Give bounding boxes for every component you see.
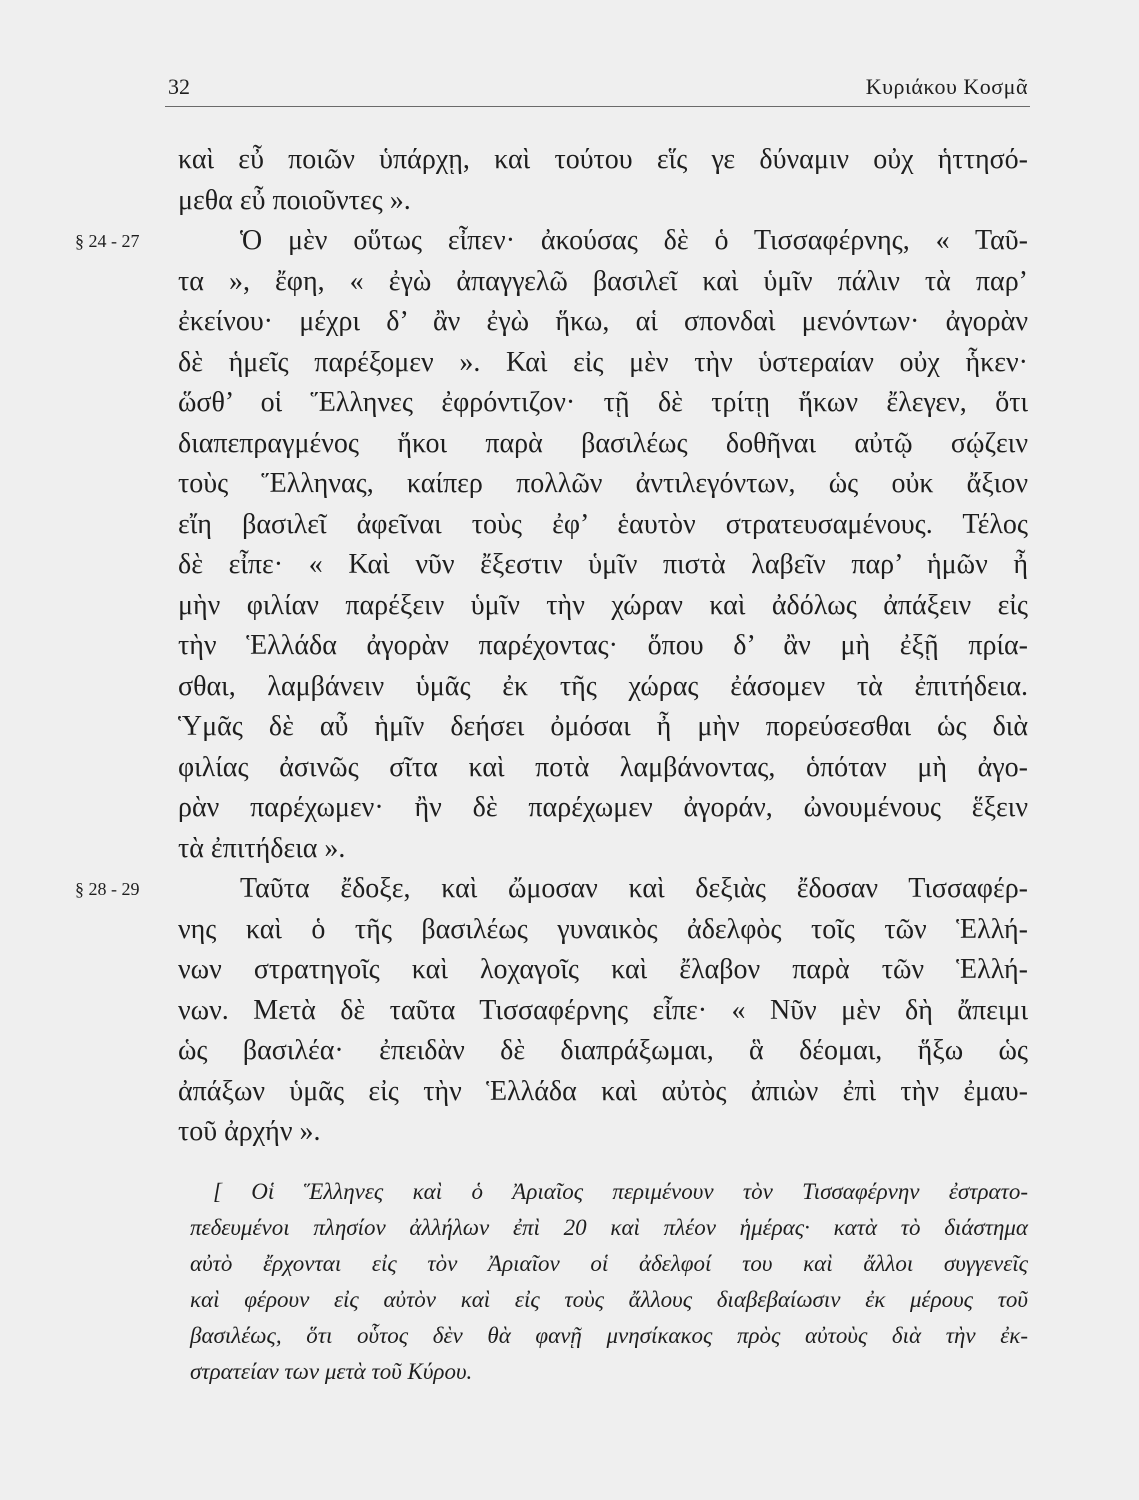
summary-line: αὐτὸ ἔρχονται εἰς τὸν Ἀριαῖον οἱ ἀδελφοί του καὶ ἄλλοι συγγενεῖς bbox=[190, 1251, 1028, 1276]
section-margin-note: § 28 - 29 bbox=[75, 879, 140, 899]
body-text bbox=[75, 140, 1028, 1153]
summary-line: καὶ φέρουν εἰς αὐτὸν καὶ εἰς τοὺς ἄλλους διαβεβαίωσιν ἐκ μέρους τοῦ bbox=[190, 1287, 1028, 1312]
section-margin-note: § 24 - 27 bbox=[75, 231, 140, 251]
body-line: τὴν Ἑλλάδα ἀγορὰν παρέχοντας· ὅπου δ’ ἂν μὴ ἐξῇ πρία- bbox=[178, 630, 1028, 661]
body-line: νων. Μετὰ δὲ ταῦτα Τισσαφέρνης εἶπε· « Νῦν μὲν δὴ ἄπειμι bbox=[178, 994, 1028, 1026]
body-line: ἀπάξων ὑμᾶς εἰς τὴν Ἑλλάδα καὶ αὐτὸς ἀπιὼν ἐπὶ τὴν ἐμαυ- bbox=[178, 1075, 1028, 1107]
body-line: ἐκείνου· μέχρι δ’ ἂν ἐγὼ ἥκω, αἱ σπονδαὶ μενόντων· ἀγορὰν bbox=[178, 306, 1028, 337]
body-line: ὥσθ’ οἱ Ἕλληνες ἐφρόντιζον· τῇ δὲ τρίτῃ ἥκων ἔλεγεν, ὅτι bbox=[178, 387, 1028, 418]
italic-summary bbox=[190, 1174, 1028, 1390]
body-line: νης καὶ ὁ τῆς βασιλέως γυναικὸς ἀδελφὸς τοῖς τῶν Ἑλλή- bbox=[178, 913, 1028, 945]
body-line: μεθα εὖ ποιοῦντες ». bbox=[178, 184, 411, 216]
body-line: φιλίας ἀσινῶς σῖτα καὶ ποτὰ λαμβάνοντας, ὁπόταν μὴ ἀγο- bbox=[178, 751, 1028, 783]
body-line bbox=[75, 221, 1028, 262]
body-line: δὲ ἡμεῖς παρέξομεν ». Καὶ εἰς μὲν τὴν ὑστεραίαν οὐχ ἧκεν· bbox=[178, 346, 1028, 378]
body-line: τα », ἔφη, « ἐγὼ ἀπαγγελῶ βασιλεῖ καὶ ὑμῖν πάλιν τὰ παρ’ bbox=[178, 265, 1028, 297]
running-title: Κυριάκου Κοσμᾶ bbox=[865, 74, 1028, 99]
body-line-text: Ὁ μὲν οὕτως εἶπεν· ἀκούσας δὲ ὁ Τισσαφέρνης, « Ταῦ- bbox=[240, 225, 1028, 256]
summary-line: βασιλέως, ὅτι οὗτος δὲν θὰ φανῇ μνησίκακος πρὸς αὐτοὺς διὰ τὴν ἐκ- bbox=[190, 1323, 1028, 1348]
header-rule bbox=[165, 106, 1030, 107]
body-line: εἴη βασιλεῖ ἀφεῖναι τοὺς ἐφ’ ἑαυτὸν στρατευσαμένους. Τέλος bbox=[178, 508, 1028, 540]
body-line: καὶ εὖ ποιῶν ὑπάρχῃ, καὶ τούτου εἵς γε δύναμιν οὐχ ἡττησό- bbox=[178, 144, 1028, 175]
summary-line: πεδευμένοι πλησίον ἀλλήλων ἐπὶ 20 καὶ πλέον ἡμέρας· κατὰ τὸ διάστημα bbox=[190, 1215, 1028, 1240]
body-line: τοὺς Ἕλληνας, καίπερ πολλῶν ἀντιλεγόντων, ὡς οὐκ ἄξιον bbox=[178, 468, 1028, 499]
body-line: τὰ ἐπιτήδεια ». bbox=[178, 832, 346, 864]
body-line: ὡς βασιλέα· ἐπειδὰν δὲ διαπράξωμαι, ἃ δέομαι, ἥξω ὡς bbox=[178, 1035, 1028, 1066]
body-line: Ὑμᾶς δὲ αὖ ἡμῖν δεήσει ὀμόσαι ἦ μὴν πορεύσεσθαι ὡς διὰ bbox=[178, 711, 1028, 742]
body-line: μὴν φιλίαν παρέξειν ὑμῖν τὴν χώραν καὶ ἀδόλως ἀπάξειν εἰς bbox=[178, 589, 1028, 621]
body-line bbox=[75, 869, 1028, 910]
body-line: σθαι, λαμβάνειν ὑμᾶς ἐκ τῆς χώρας ἐάσομεν τὰ ἐπιτήδεια. bbox=[178, 670, 1028, 702]
summary-line: [ Οἱ Ἕλληνες καὶ ὁ Ἀριαῖος περιμένουν τὸν Τισσαφέρνην ἐστρατο- bbox=[213, 1179, 1028, 1204]
body-line: τοῦ ἀρχήν ». bbox=[178, 1116, 321, 1147]
body-line: νων στρατηγοῖς καὶ λοχαγοῖς καὶ ἔλαβον παρὰ τῶν Ἑλλή- bbox=[178, 954, 1028, 985]
body-line-text: Ταῦτα ἔδοξε, καὶ ὤμοσαν καὶ δεξιὰς ἔδοσαν Τισσαφέρ- bbox=[240, 873, 1028, 904]
page-number: 32 bbox=[168, 74, 190, 99]
summary-line: στρατείαν των μετὰ τοῦ Κύρου. bbox=[190, 1359, 473, 1384]
body-line: διαπεπραγμένος ἥκοι παρὰ βασιλέως δοθῆναι αὐτῷ σῴζειν bbox=[178, 427, 1028, 459]
body-line: δὲ εἶπε· « Καὶ νῦν ἔξεστιν ὑμῖν πιστὰ λαβεῖν παρ’ ἡμῶν ἦ bbox=[178, 549, 1028, 580]
body-line: ρὰν παρέχωμεν· ἢν δὲ παρέχωμεν ἀγοράν, ὠνουμένους ἕξειν bbox=[178, 792, 1028, 823]
